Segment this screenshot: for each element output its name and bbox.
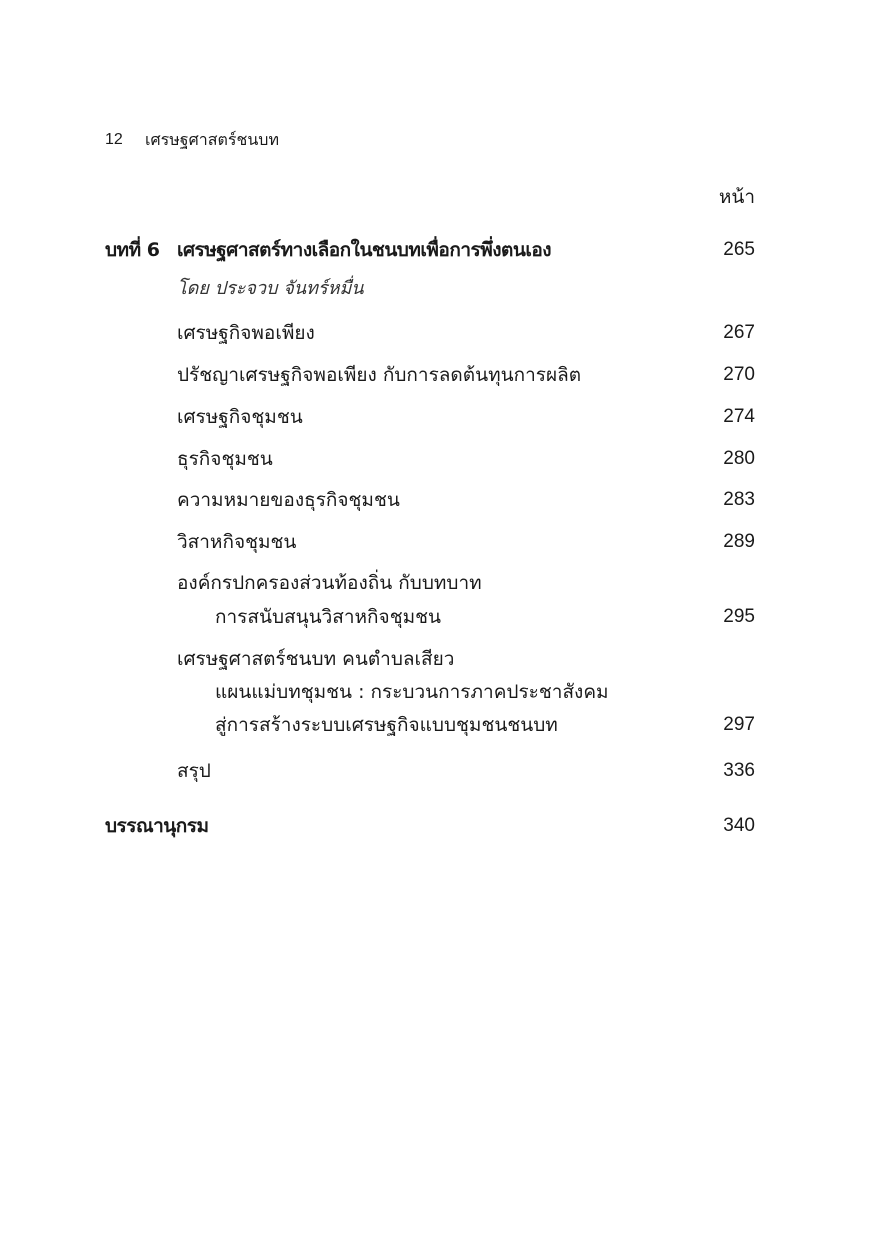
entry-page: 289 [723,531,755,552]
entry-title: ความหมายของธุรกิจชุมชน [177,489,400,511]
chapter-label: บทที่ 6 [105,239,160,261]
entry-title: ปรัชญาเศรษฐกิจพอเพียง กับการลดต้นทุนการผลิต [177,364,582,386]
chapter-title: เศรษฐศาสตร์ทางเลือกในชนบทเพื่อการพึ่งตนเอง [177,239,552,261]
entry-page: 270 [723,364,755,385]
entry-page: 295 [723,606,755,627]
entry-title-continued: สู่การสร้างระบบเศรษฐกิจแบบชุมชนชนบท [215,714,558,736]
header-book-title: เศรษฐศาสตร์ชนบท [145,130,279,149]
entry-page: 283 [723,489,755,510]
entry-page: 297 [723,714,755,735]
entry-title: องค์กรปกครองส่วนท้องถิ่น กับบทบาท [177,572,482,594]
entry-page: 267 [723,322,755,343]
entry-title: สรุป [177,760,211,782]
page-column-label: หน้า [718,187,755,208]
entry-page: 274 [723,406,755,427]
entry-title-continued: การสนับสนุนวิสาหกิจชุมชน [215,606,441,628]
bibliography-page: 340 [723,815,755,836]
chapter-page: 265 [723,239,755,260]
entry-title: วิสาหกิจชุมชน [177,531,297,553]
entry-page: 280 [723,448,755,469]
header-page-number: 12 [105,131,123,148]
entry-title: เศรษฐกิจชุมชน [177,406,303,428]
entry-title: ธุรกิจชุมชน [177,448,273,470]
entry-title-continued: แผนแม่บทชุมชน : กระบวนการภาคประชาสังคม [215,681,609,703]
bibliography-label: บรรณานุกรม [105,815,209,837]
entry-title: เศรษฐกิจพอเพียง [177,322,315,344]
entry-title: เศรษฐศาสตร์ชนบท คนตำบลเสียว [177,648,455,670]
entry-page: 336 [723,760,755,781]
chapter-author: โดย ประจวบ จันทร์หมื่น [177,278,364,299]
